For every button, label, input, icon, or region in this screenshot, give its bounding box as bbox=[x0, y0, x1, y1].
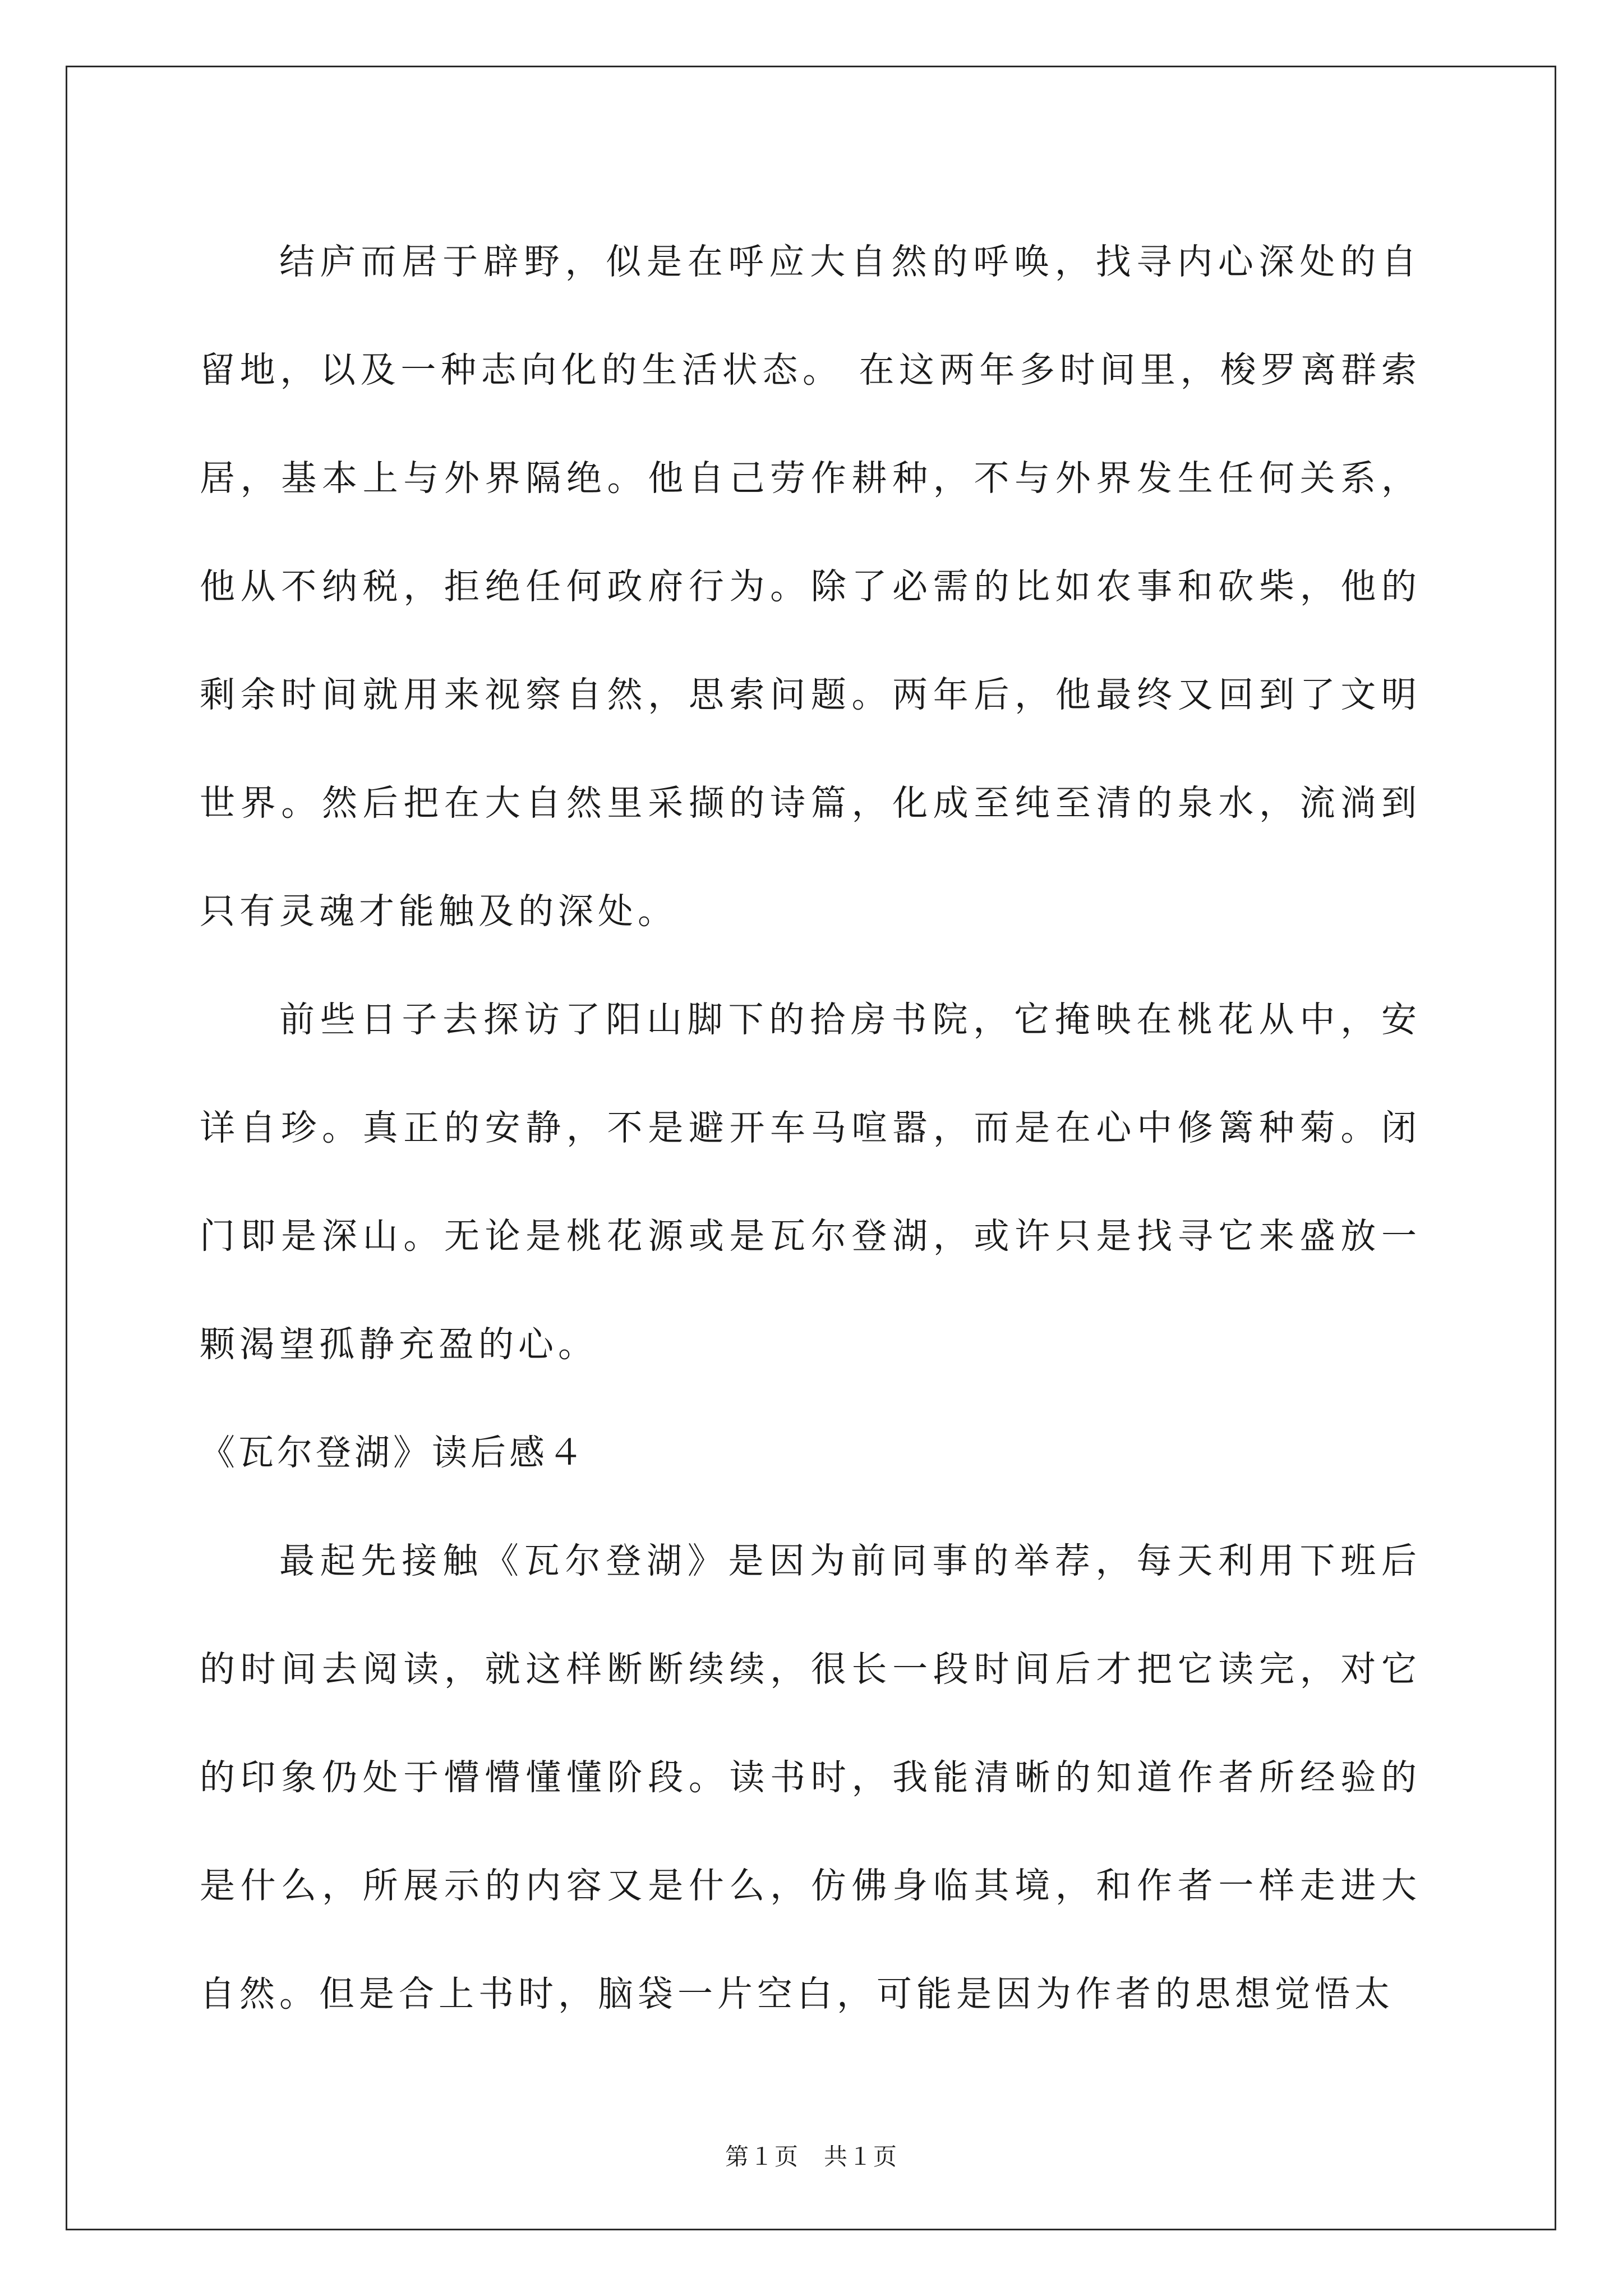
document-body bbox=[200, 208, 1421, 2048]
page-footer bbox=[0, 2140, 1623, 2174]
body-paragraph: 前些日子去探访了阳山脚下的拾房书院，它掩映在桃花从中，安详自珍。真正的安静，不是避开车马喧嚣，而是在心中修篱种菊。闭门即是深山。无论是桃花源或是瓦尔登湖，或许只是找寻它来盛放一颗渴望孤静充盈的心。 bbox=[200, 999, 1421, 1365]
page-number: 第１页 bbox=[725, 2143, 799, 2170]
section-heading: 《瓦尔登湖》读后感４ bbox=[200, 1432, 587, 1473]
body-paragraph: 结庐而居于辟野，似是在呼应大自然的呼唤，找寻内心深处的自留地，以及一种志向化的生活状态。 在这两年多时间里，梭罗离群索居，基本上与外界隔绝。他自己劳作耕种，不与外界发生任何关系，他从不纳税，拒绝任何政府行为。除了必需的比如农事和砍柴，他的剩余时间就用来视察自然，思索问题。两年后，他最终又回到了文明世界。然后把在大自然里采撷的诗篇，化成至纯至清的泉水，流淌到只有灵魂才能触及的深处。 bbox=[200, 241, 1421, 932]
page-total: 共１页 bbox=[824, 2143, 898, 2170]
body-paragraph: 最起先接触《瓦尔登湖》是因为前同事的举荐，每天利用下班后的时间去阅读，就这样断断续续，很长一段时间后才把它读完，对它的印象仍处于懵懵懂懂阶段。读书时，我能清晰的知道作者所经验的是什么，所展示的内容又是什么，仿佛身临其境，和作者一样走进大自然。但是合上书时，脑袋一片空白，可能是因为作者的思想觉悟太 bbox=[200, 1540, 1421, 2014]
